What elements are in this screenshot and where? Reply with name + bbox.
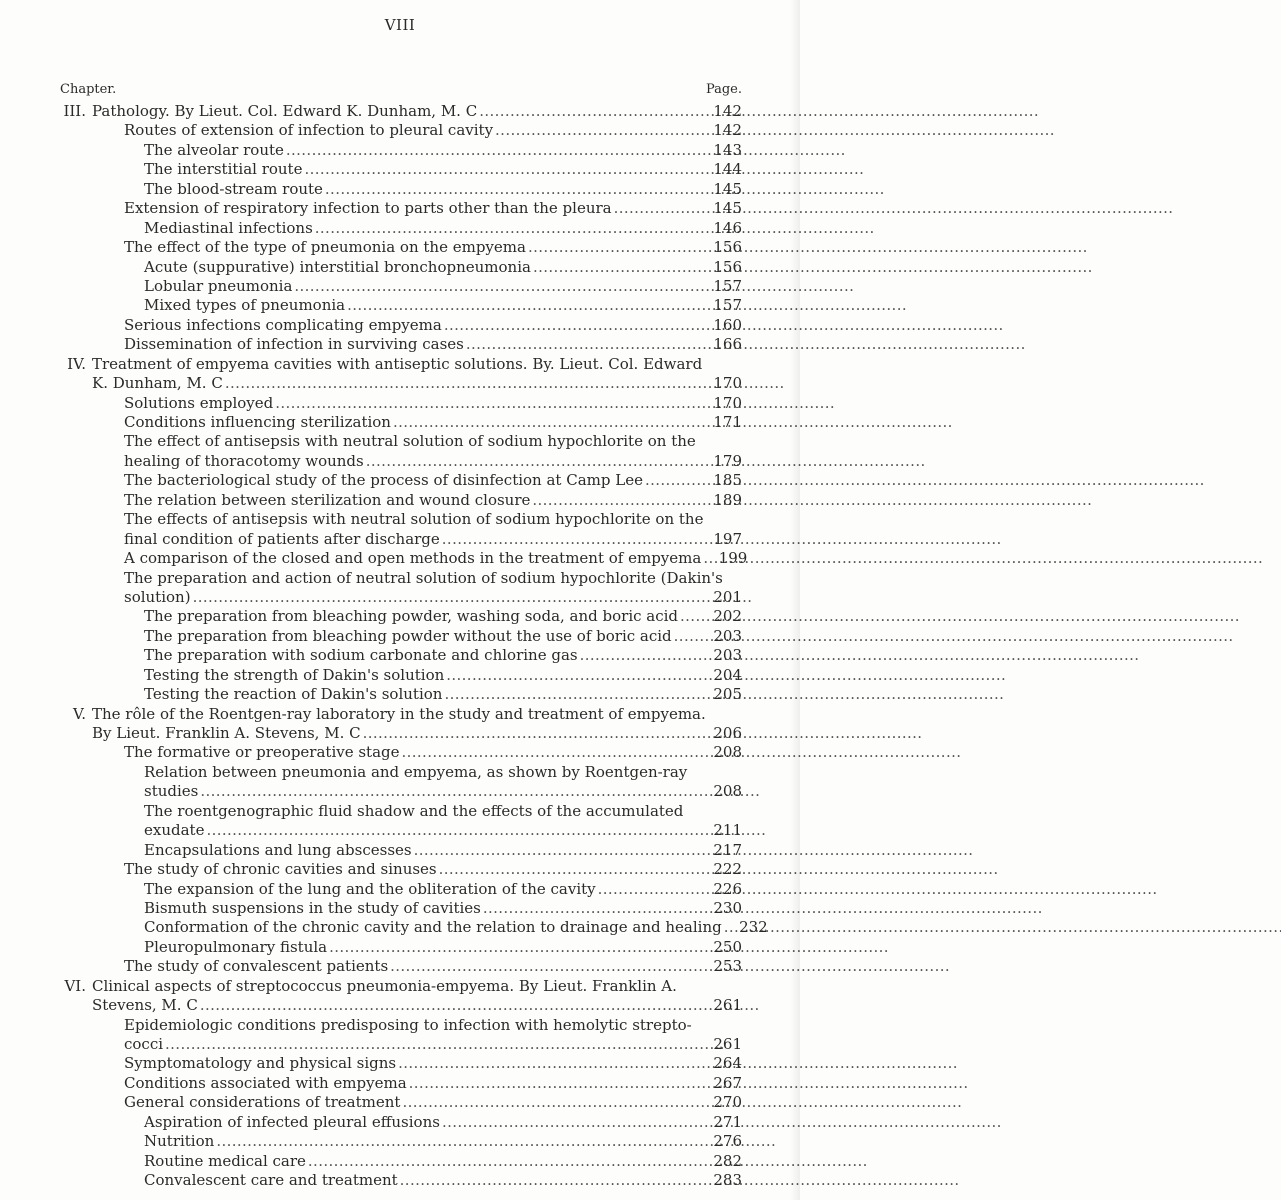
entry-title: exudate: [144, 821, 205, 840]
leader-dots: [214, 1132, 706, 1151]
page-ref: 253: [713, 957, 742, 976]
toc-entry: [60, 1152, 742, 1171]
leader-dots: [530, 491, 706, 510]
leader-dots: [444, 666, 706, 685]
page-ref: 271: [713, 1112, 742, 1131]
leader-dots: [400, 1093, 706, 1112]
chapter-number: IV.: [67, 354, 86, 373]
toc-entry-text: [60, 394, 273, 413]
leader-dots: [396, 1054, 706, 1073]
page-ref: 267: [713, 1073, 742, 1092]
leader-dots: [531, 258, 706, 277]
toc-entry: [60, 296, 742, 315]
toc-entry-text: [60, 335, 464, 354]
page-ref: 197: [713, 529, 742, 548]
entry-title: Testing the reaction of Dakin's solution: [144, 685, 443, 704]
entry-title: Symptomatology and physical signs: [124, 1054, 397, 1073]
leader-dots: [223, 374, 706, 393]
leader-dots: [440, 1113, 706, 1132]
entry-title: solution): [124, 587, 191, 606]
entry-title: Extension of respiratory infection to parts other than the pleura: [124, 199, 612, 218]
leader-dots: [191, 588, 706, 607]
toc-entry: [60, 918, 768, 937]
toc-entry: [60, 219, 742, 238]
toc-entry-text: [60, 413, 391, 432]
toc-entry: [60, 258, 742, 277]
page-ref: 211: [713, 821, 742, 840]
page-number: VIII: [384, 16, 416, 34]
entry-title: Lobular pneumonia: [144, 276, 293, 295]
toc-entry-text: [60, 938, 327, 957]
page-ref: 205: [713, 685, 742, 704]
page-ref: 283: [713, 1171, 742, 1190]
entry-title: A comparison of the closed and open methods in the treatment of empyema: [124, 549, 702, 568]
entry-title: Clinical aspects of streptococcus pneumonia-empyema. By Lieut. Franklin A.: [92, 976, 677, 995]
page-ref: 276: [713, 1132, 742, 1151]
entry-title: Dissemination of infection in surviving cases: [124, 335, 464, 354]
leader-dots: [345, 296, 706, 315]
entry-title: Mediastinal infections: [144, 218, 313, 237]
toc-entry: [60, 782, 742, 801]
entry-title: Convalescent care and treatment: [144, 1171, 398, 1190]
page-ref: 270: [713, 1093, 742, 1112]
page-ref: 203: [713, 626, 742, 645]
toc-entry-text: [60, 102, 477, 121]
page-ref: 185: [713, 471, 742, 490]
page-ref: 144: [713, 160, 742, 179]
toc-entry-text: [60, 860, 437, 879]
entry-title: The preparation and action of neutral solution of sodium hypochlorite (Dakin's: [124, 568, 723, 587]
leader-dots: [440, 530, 706, 549]
toc-entry-text: [60, 296, 345, 315]
toc-entry-text: [60, 141, 284, 160]
entry-title: studies: [144, 782, 199, 801]
leader-dots: [400, 743, 706, 762]
leader-dots: [313, 219, 706, 238]
chapter-column-label: Chapter.: [60, 82, 117, 97]
toc-entry: [60, 491, 742, 510]
toc-entry: [60, 394, 742, 413]
toc-entry-text: [60, 821, 204, 840]
toc-entry-text: [60, 743, 400, 762]
entry-title: cocci: [124, 1035, 164, 1053]
page-ref: 282: [713, 1151, 742, 1170]
entry-title: The preparation from bleaching powder without the use of boric acid: [144, 626, 672, 645]
toc-entry-text: [60, 724, 361, 743]
table-of-contents: [60, 102, 768, 1191]
page-ref: 143: [713, 140, 742, 159]
page-ref: 226: [713, 879, 742, 898]
toc-column-headers: [60, 82, 742, 97]
toc-entry: [60, 1132, 742, 1151]
scan-edge-shadow: [790, 0, 800, 1200]
toc-entry: [60, 938, 742, 957]
entry-title: Aspiration of infected pleural effusions: [144, 1112, 440, 1131]
toc-entry-text: [60, 452, 364, 471]
toc-entry-text: [60, 1016, 692, 1035]
entry-title: The rôle of the Roentgen-ray laboratory in the study and treatment of empyema.: [92, 704, 706, 723]
entry-title: The relation between sterilization and wound closure: [124, 490, 531, 509]
leader-dots: [323, 180, 706, 199]
toc-entry-text: [60, 374, 223, 393]
entry-title: Nutrition: [144, 1132, 215, 1151]
entry-title: Acute (suppurative) interstitial bronchopneumonia: [144, 257, 531, 276]
page-ref: 160: [713, 315, 742, 334]
leader-dots: [327, 938, 706, 957]
toc-entry-text: [60, 763, 687, 782]
toc-entry-text: [60, 646, 578, 665]
toc-entry-text: [60, 782, 198, 801]
leader-dots: [526, 238, 706, 257]
entry-title: The interstitial route: [144, 160, 303, 179]
toc-entry-text: [60, 957, 388, 976]
page-ref: 179: [713, 451, 742, 470]
toc-entry-text: [60, 977, 677, 996]
leader-dots: [437, 860, 706, 879]
toc-entry-text: [60, 1054, 396, 1073]
leader-dots: [292, 277, 706, 296]
page-ref: 250: [713, 937, 742, 956]
leader-dots: [722, 918, 732, 937]
toc-entry-text: [60, 432, 696, 451]
page-ref: 142: [713, 102, 742, 120]
toc-entry: [60, 510, 742, 529]
toc-entry-text: [60, 1113, 440, 1132]
toc-entry-text: [60, 180, 323, 199]
page-ref: 142: [713, 121, 742, 140]
toc-entry-text: [60, 277, 292, 296]
leader-dots: [612, 199, 706, 218]
leader-dots: [481, 899, 706, 918]
toc-entry: [60, 199, 742, 218]
entry-title: The preparation with sodium carbonate and chlorine gas: [144, 646, 578, 665]
page-column-label: Page.: [705, 82, 742, 97]
toc-entry: [60, 763, 742, 782]
toc-entry-text: [60, 471, 643, 490]
toc-entry: [60, 841, 742, 860]
leader-dots: [407, 1074, 706, 1093]
page-ref: 202: [713, 607, 742, 626]
leader-dots: [204, 821, 706, 840]
entry-title: Routine medical care: [144, 1151, 306, 1170]
chapter-number: VI.: [64, 976, 86, 995]
toc-entry-text: [60, 530, 440, 549]
toc-entry-text: [60, 238, 526, 257]
toc-entry-text: [60, 685, 442, 704]
leader-dots: [284, 141, 706, 160]
leader-dots: [398, 1171, 706, 1190]
toc-entry-text: [60, 355, 702, 374]
page-ref: 232: [739, 918, 768, 937]
leader-dots: [643, 471, 706, 490]
page-ref: 199: [718, 549, 748, 568]
entry-title: final condition of patients after discharge: [124, 529, 440, 548]
toc-entry: [60, 1035, 742, 1054]
chapter-number: V.: [73, 704, 86, 723]
toc-entry-text: [60, 802, 683, 821]
toc-entry-text: [60, 880, 596, 899]
entry-title: By Lieut. Franklin A. Stevens, M. C: [92, 724, 361, 742]
entry-title: Relation between pneumonia and empyema, as shown by Roentgen-ray: [144, 762, 688, 781]
toc-entry: [60, 141, 742, 160]
page-ref: 201: [713, 587, 742, 606]
toc-entry-text: [60, 316, 442, 335]
leader-dots: [578, 646, 706, 665]
toc-entry: [60, 1113, 742, 1132]
toc-entry: [60, 977, 742, 996]
toc-entry: [60, 1093, 742, 1112]
entry-title: Stevens, M. C: [92, 996, 198, 1015]
toc-entry: [60, 471, 742, 490]
entry-title: Bismuth suspensions in the study of cavities: [144, 898, 481, 917]
leader-dots: [464, 335, 706, 354]
entry-title: The alveolar route: [144, 140, 284, 159]
leader-dots: [364, 452, 706, 471]
page-ref: 189: [713, 490, 742, 509]
leader-dots: [163, 1035, 706, 1054]
toc-entry: [60, 1074, 742, 1093]
entry-title: The bacteriological study of the process of disinfection at Camp Lee: [124, 471, 643, 490]
leader-dots: [412, 841, 706, 860]
leader-dots: [596, 880, 706, 899]
entry-title: The blood-stream route: [144, 179, 323, 198]
toc-entry: [60, 121, 742, 140]
leader-dots: [388, 957, 706, 976]
entry-title: Routes of extension of infection to pleural cavity: [124, 121, 494, 140]
toc-entry: [60, 180, 742, 199]
toc-entry: [60, 355, 742, 374]
page-ref: 171: [713, 413, 742, 431]
toc-entry-text: [60, 160, 302, 179]
toc-entry-text: [60, 607, 678, 626]
toc-entry-text: [60, 996, 198, 1015]
toc-entry-text: [60, 1152, 306, 1171]
entry-title: The study of chronic cavities and sinuses: [124, 860, 437, 879]
page-ref: 170: [713, 374, 742, 393]
toc-entry: [60, 821, 742, 840]
page-ref: 145: [713, 179, 742, 198]
page-ref: 217: [713, 840, 742, 859]
page-ref: 157: [713, 276, 742, 295]
toc-entry-text: [60, 588, 191, 607]
toc-entry: [60, 996, 742, 1015]
toc-entry: [60, 530, 742, 549]
entry-title: Pathology. By Lieut. Col. Edward K. Dunham, M. C: [92, 102, 478, 120]
toc-entry-text: [60, 1074, 407, 1093]
toc-entry-text: [60, 899, 481, 918]
toc-entry: [60, 1171, 742, 1190]
toc-entry-text: [60, 705, 706, 724]
entry-title: The formative or preoperative stage: [124, 743, 400, 762]
toc-entry-text: [60, 258, 531, 277]
toc-entry-text: [60, 1132, 214, 1151]
toc-entry: [60, 802, 742, 821]
toc-entry-text: [60, 1035, 163, 1054]
entry-title: Epidemiologic conditions predisposing to infection with hemolytic strepto-: [124, 1015, 692, 1034]
leader-dots: [442, 685, 706, 704]
toc-entry: [60, 880, 742, 899]
entry-title: Solutions employed: [124, 393, 274, 412]
entry-title: The preparation from bleaching powder, washing soda, and boric acid: [144, 607, 679, 626]
toc-entry: [60, 607, 742, 626]
toc-entry: [60, 452, 742, 471]
entry-title: Encapsulations and lung abscesses: [144, 840, 412, 859]
toc-entry: [60, 160, 742, 179]
toc-entry-text: [60, 510, 703, 529]
toc-entry: [60, 316, 742, 335]
leader-dots: [302, 160, 706, 179]
toc-entry: [60, 277, 742, 296]
page-ref: 208: [713, 782, 742, 801]
toc-entry: [60, 724, 742, 743]
toc-entry-text: [60, 627, 672, 646]
page-ref: 145: [713, 199, 742, 218]
entry-title: The effect of antisepsis with neutral solution of sodium hypochlorite on the: [124, 432, 696, 451]
toc-entry-text: [60, 549, 701, 568]
page-ref: 206: [713, 724, 742, 742]
toc-entry: [60, 374, 742, 393]
entry-title: The expansion of the lung and the obliteration of the cavity: [144, 879, 596, 898]
toc-entry: [60, 705, 742, 724]
toc-entry: [60, 432, 742, 451]
toc-entry: [60, 102, 742, 121]
entry-title: Testing the strength of Dakin's solution: [144, 665, 445, 684]
toc-entry: [60, 685, 742, 704]
toc-entry: [60, 335, 742, 354]
toc-entry-text: [60, 569, 723, 588]
toc-entry: [60, 957, 742, 976]
toc-entry: [60, 588, 742, 607]
toc-entry-text: [60, 841, 412, 860]
toc-entry-text: [60, 666, 444, 685]
leader-dots: [198, 996, 706, 1015]
toc-entry-text: [60, 219, 313, 238]
toc-entry: [60, 569, 742, 588]
entry-title: Conditions influencing sterilization: [124, 413, 391, 431]
toc-entry: [60, 743, 742, 762]
leader-dots: [198, 782, 706, 801]
page-ref: 261: [713, 1035, 742, 1053]
entry-title: The study of convalescent patients: [124, 957, 389, 976]
entry-title: healing of thoracotomy wounds: [124, 451, 364, 470]
toc-entry: [60, 413, 742, 432]
toc-entry-text: [60, 918, 722, 937]
page-ref: 261: [713, 996, 742, 1015]
leader-dots: [273, 394, 706, 413]
entry-title: Pleuropulmonary fistula: [144, 937, 328, 956]
page-ref: 146: [713, 218, 742, 237]
entry-title: Conditions associated with empyema: [124, 1073, 407, 1092]
chapter-number: III.: [63, 102, 86, 120]
page-ref: 170: [713, 393, 742, 412]
entry-title: Mixed types of pneumonia: [144, 296, 346, 315]
entry-title: The effect of the type of pneumonia on the empyema: [124, 238, 526, 257]
toc-entry-text: [60, 1093, 400, 1112]
page-ref: 264: [713, 1054, 742, 1073]
entry-title: Treatment of empyema cavities with antiseptic solutions. By. Lieut. Col. Edward: [92, 354, 703, 373]
page-ref: 203: [713, 646, 742, 665]
toc-entry: [60, 1054, 742, 1073]
toc-entry-text: [60, 199, 612, 218]
toc-entry: [60, 899, 742, 918]
leader-dots: [361, 724, 706, 743]
toc-entry: [60, 646, 742, 665]
leader-dots: [306, 1152, 706, 1171]
entry-title: K. Dunham, M. C: [92, 374, 223, 393]
entry-title: General considerations of treatment: [124, 1093, 401, 1112]
leader-dots: [442, 316, 706, 335]
leader-dots: [391, 413, 706, 432]
toc-entry-text: [60, 121, 493, 140]
toc-entry: [60, 238, 742, 257]
entry-title: Serious infections complicating empyema: [124, 315, 442, 334]
leader-dots: [701, 549, 711, 568]
entry-title: The effects of antisepsis with neutral solution of sodium hypochlorite on the: [124, 510, 704, 529]
toc-entry: [60, 627, 742, 646]
leader-dots: [678, 607, 706, 626]
page-ref: 222: [713, 860, 742, 879]
leader-dots: [477, 102, 706, 121]
leader-dots: [493, 121, 706, 140]
leader-dots: [672, 627, 706, 646]
toc-entry: [60, 549, 748, 568]
toc-entry-text: [60, 1171, 398, 1190]
page-ref: 156: [713, 257, 742, 276]
toc-entry-text: [60, 491, 530, 510]
entry-title: The roentgenographic fluid shadow and the effects of the accumulated: [144, 801, 684, 820]
toc-entry: [60, 666, 742, 685]
page-ref: 230: [713, 898, 742, 917]
toc-entry: [60, 1016, 742, 1035]
toc-entry: [60, 860, 742, 879]
page-ref: 204: [713, 665, 742, 684]
page-ref: 157: [713, 296, 742, 315]
page-ref: 156: [713, 238, 742, 257]
page-ref: 208: [713, 743, 742, 762]
page-ref: 166: [713, 335, 742, 354]
entry-title: Conformation of the chronic cavity and the relation to drainage and healing: [144, 918, 722, 937]
